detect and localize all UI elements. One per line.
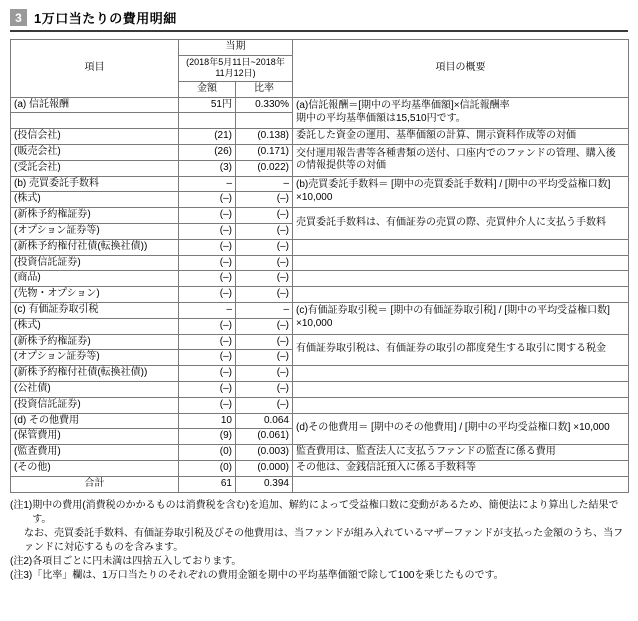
row-amount: (–): [179, 381, 236, 397]
header-item: 項目: [11, 40, 179, 98]
row-description: (a)信託報酬＝[期中の平均基準価額]×信託報酬率 期中の平均基準価額は15,510円です。: [293, 97, 629, 129]
header-period: (2018年5月11日~2018年11月12日): [179, 55, 293, 81]
row-label: (オプション証券等): [11, 224, 179, 240]
row-amount: (–): [179, 239, 236, 255]
row-label: (投信会社): [11, 129, 179, 145]
row-label: (新株予約権付社債(転換社債)): [11, 239, 179, 255]
row-amount: (–): [179, 271, 236, 287]
row-description: [293, 366, 629, 382]
row-label: (投資信託証券): [11, 397, 179, 413]
row-label: (d) その他費用: [11, 413, 179, 429]
row-rate: (–): [236, 350, 293, 366]
table-row: [11, 460, 629, 476]
row-rate: –: [236, 176, 293, 192]
row-label: (新株予約権付社債(転換社債)): [11, 366, 179, 382]
row-description: (d)その他費用＝ [期中のその他費用] / [期中の平均受益権口数] ×10,000: [293, 413, 629, 445]
note-mark: (注3): [10, 570, 33, 582]
note-item: [10, 527, 628, 555]
row-label: (投資信託証券): [11, 255, 179, 271]
table-row: [11, 97, 629, 113]
row-label: (販売会社): [11, 145, 179, 161]
row-rate: [236, 113, 293, 129]
table-row: [11, 129, 629, 145]
row-amount: (–): [179, 255, 236, 271]
row-label: (b) 売買委託手数料: [11, 176, 179, 192]
row-description: [293, 271, 629, 287]
row-amount: 10: [179, 413, 236, 429]
note-text: 期中の費用(消費税のかかるものは消費税を含む)を追加、解約によって受益権口数に変動があるため、簡便法により算出した結果です。: [32, 499, 619, 525]
row-rate: (0.000): [236, 460, 293, 476]
row-amount: –: [179, 176, 236, 192]
table-row: [11, 397, 629, 413]
row-rate: (0.138): [236, 129, 293, 145]
total-amount: 61: [179, 476, 236, 492]
row-amount: (–): [179, 350, 236, 366]
row-rate: (–): [236, 224, 293, 240]
row-rate: (0.003): [236, 445, 293, 461]
total-rate: 0.394: [236, 476, 293, 492]
row-rate: (–): [236, 287, 293, 303]
row-label: [11, 113, 179, 129]
row-amount: (0): [179, 445, 236, 461]
table-total-row: [11, 476, 629, 492]
header-rate: 比率: [236, 81, 293, 97]
table-row: [11, 445, 629, 461]
row-description: 有価証券取引税は、有価証券の取引の都度発生する取引に関する税金: [293, 334, 629, 366]
row-rate: (–): [236, 271, 293, 287]
note-mark: (注1): [10, 499, 33, 511]
row-amount: (–): [179, 397, 236, 413]
row-rate: –: [236, 302, 293, 318]
row-rate: 0.064: [236, 413, 293, 429]
note-text: 「比率」欄は、1万口当たりのそれぞれの費用金額を期中の平均基準価額で除して100を乗じたものです。: [32, 570, 504, 582]
section-number: 3: [10, 9, 27, 26]
row-amount: –: [179, 302, 236, 318]
table-header-row: [11, 40, 629, 56]
row-label: (先物・オプション): [11, 287, 179, 303]
row-amount: [179, 113, 236, 129]
table-row: [11, 176, 629, 192]
header-amount: 金額: [179, 81, 236, 97]
row-amount: (3): [179, 160, 236, 176]
row-rate: (–): [236, 208, 293, 224]
row-rate: (0.171): [236, 145, 293, 161]
row-rate: (–): [236, 397, 293, 413]
table-row: [11, 255, 629, 271]
note-mark: (注2): [10, 556, 33, 568]
row-label: (c) 有価証券取引税: [11, 302, 179, 318]
total-description: [293, 476, 629, 492]
row-rate: 0.330%: [236, 97, 293, 113]
row-description: [293, 287, 629, 303]
note-text: なお、売買委託手数料、有価証券取引税及びその他費用は、当ファンドが組み入れているマザーファンドが支払った金額のうち、当ファンドに対応するものを含みます。: [24, 527, 624, 554]
table-row: [11, 366, 629, 382]
row-label: (オプション証券等): [11, 350, 179, 366]
row-amount: (–): [179, 224, 236, 240]
row-description: [293, 239, 629, 255]
row-label: (新株予約権証券): [11, 334, 179, 350]
table-row: [11, 302, 629, 318]
row-description: (c)有価証券取引税＝ [期中の有価証券取引税] / [期中の平均受益権口数] ×10,000: [293, 302, 629, 334]
row-description: その他は、金銭信託預入に係る手数料等: [293, 460, 629, 476]
row-label: (監査費用): [11, 445, 179, 461]
table-row: [11, 287, 629, 303]
row-rate: (–): [236, 381, 293, 397]
row-description: [293, 255, 629, 271]
row-label: (新株予約権証券): [11, 208, 179, 224]
row-label: (商品): [11, 271, 179, 287]
note-item: [10, 569, 628, 583]
row-description: 売買委託手数料は、有価証券の売買の際、売買仲介人に支払う手数料: [293, 208, 629, 240]
row-description: [293, 397, 629, 413]
row-amount: (21): [179, 129, 236, 145]
row-description: 監査費用は、監査法人に支払うファンドの監査に係る費用: [293, 445, 629, 461]
table-row: [11, 208, 629, 224]
row-label: (株式): [11, 192, 179, 208]
row-label: (保管費用): [11, 429, 179, 445]
row-rate: (–): [236, 366, 293, 382]
row-rate: (–): [236, 255, 293, 271]
note-item: [10, 555, 628, 569]
note-item: [10, 499, 628, 527]
table-row: [11, 239, 629, 255]
header-current-term: 当期: [179, 40, 293, 56]
row-label: (a) 信託報酬: [11, 97, 179, 113]
page-title: 1万口当たりの費用明細: [34, 11, 177, 26]
row-amount: 51円: [179, 97, 236, 113]
row-rate: (0.061): [236, 429, 293, 445]
row-rate: (–): [236, 192, 293, 208]
row-amount: (–): [179, 318, 236, 334]
notes-list: [10, 499, 628, 584]
row-rate: (–): [236, 318, 293, 334]
row-rate: (–): [236, 334, 293, 350]
row-description: (b)売買委託手数料＝ [期中の売買委託手数料] / [期中の平均受益権口数] ×10,000: [293, 176, 629, 208]
section-header: [10, 8, 628, 32]
row-rate: (–): [236, 239, 293, 255]
fee-detail-table: [10, 39, 629, 493]
row-description: 交付運用報告書等各種書類の送付、口座内でのファンドの管理、購入後の情報提供等の対価: [293, 145, 629, 177]
row-amount: (–): [179, 208, 236, 224]
row-label: (株式): [11, 318, 179, 334]
row-amount: (26): [179, 145, 236, 161]
table-row: [11, 271, 629, 287]
row-amount: (–): [179, 366, 236, 382]
header-description: 項目の概要: [293, 40, 629, 98]
row-amount: (0): [179, 460, 236, 476]
table-row: [11, 334, 629, 350]
row-label: (受託会社): [11, 160, 179, 176]
row-rate: (0.022): [236, 160, 293, 176]
row-amount: (–): [179, 192, 236, 208]
table-row: [11, 145, 629, 161]
row-label: (その他): [11, 460, 179, 476]
row-label: (公社債): [11, 381, 179, 397]
row-description: [293, 381, 629, 397]
note-text: 各項目ごとに円未満は四捨五入しております。: [32, 556, 242, 568]
row-amount: (9): [179, 429, 236, 445]
total-label: 合計: [11, 476, 179, 492]
row-description: 委託した資金の運用、基準価額の計算、開示資料作成等の対価: [293, 129, 629, 145]
table-row: [11, 413, 629, 429]
row-amount: (–): [179, 287, 236, 303]
row-amount: (–): [179, 334, 236, 350]
table-row: [11, 381, 629, 397]
